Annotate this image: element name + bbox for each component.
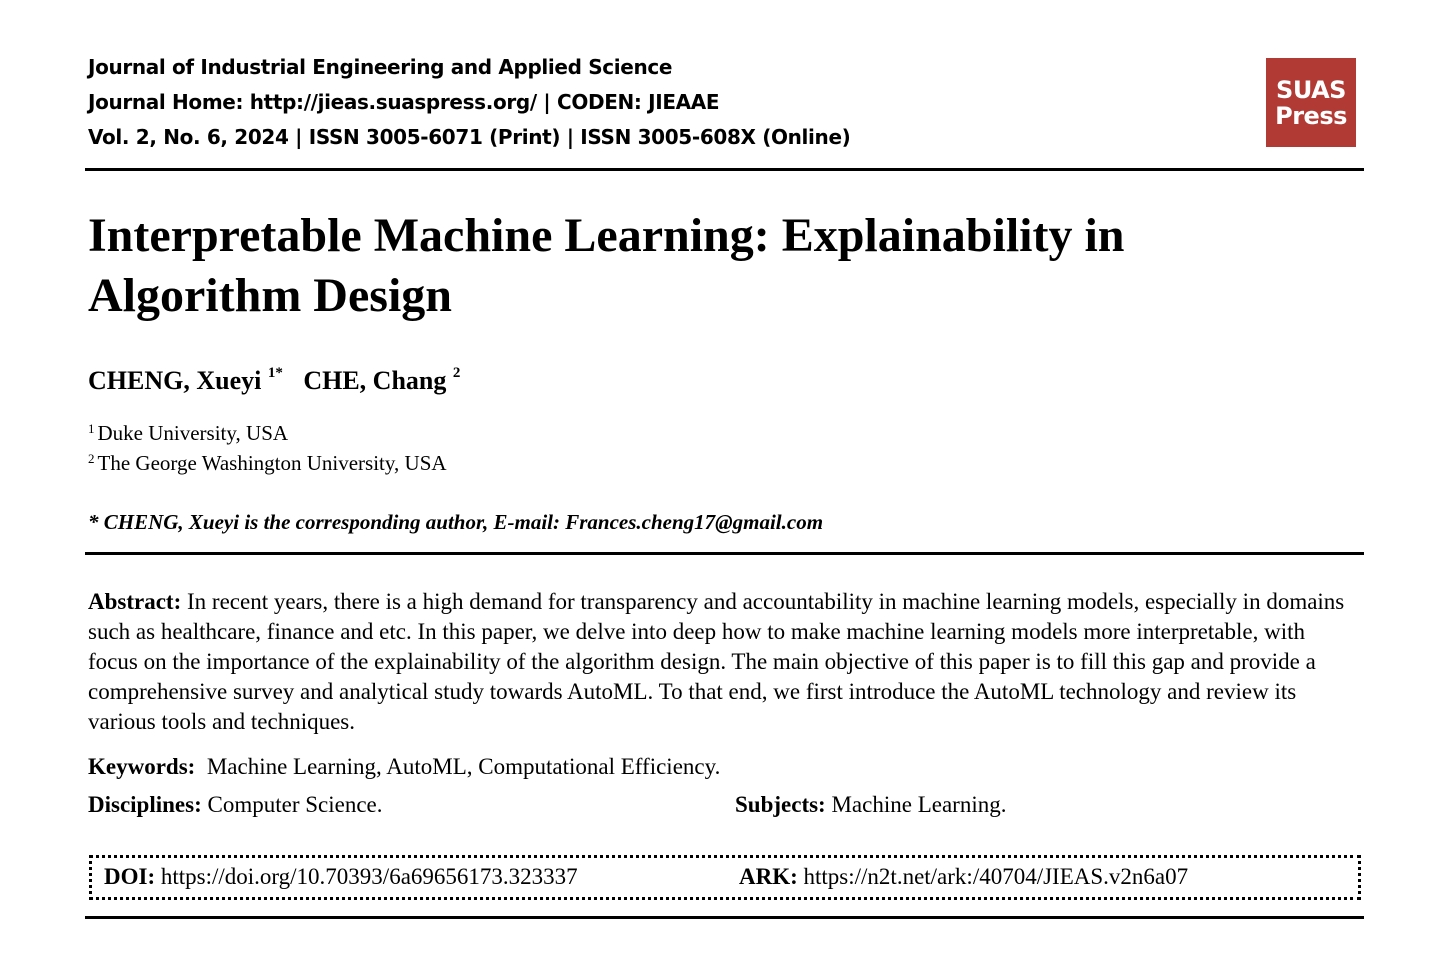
affiliation-1-text: Duke University, USA xyxy=(97,421,289,445)
disciplines xyxy=(88,790,383,820)
logo-line-1: SUAS xyxy=(1276,75,1346,104)
suas-press-logo xyxy=(1266,58,1356,147)
disciplines-text: Computer Science. xyxy=(207,792,383,817)
author-list xyxy=(88,364,460,398)
abstract-text: In recent years, there is a high demand for transparency and accountability in machine learning models, especially in domains such as healthcare, finance and etc. In this paper, we delve into deep how to make machine learning models more interpretable, with focus on the importance of the explainability of the algorithm design. The main objective of this paper is to fill this gap and provide a comprehensive survey and analytical study towards AutoML. To that end, we first introduce the AutoML technology and review its various tools and techniques. xyxy=(88,589,1345,734)
journal-issue-line: Vol. 2, No. 6, 2024 | ISSN 3005-6071 (Print) | ISSN 3005-608X (Online) xyxy=(88,125,851,149)
author-1-sup: 1* xyxy=(267,365,283,381)
affiliation-2-text: The George Washington University, USA xyxy=(97,451,447,475)
keywords-label: Keywords: xyxy=(88,754,196,779)
bottom-divider xyxy=(85,916,1364,919)
ark xyxy=(739,862,1188,892)
keywords xyxy=(88,752,720,782)
subjects-text: Machine Learning. xyxy=(831,792,1007,817)
affiliation-1-sup: 1 xyxy=(88,421,95,436)
keywords-text: Machine Learning, AutoML, Computational Efficiency. xyxy=(206,754,721,779)
ark-link[interactable]: https://n2t.net/ark:/40704/JIEAS.v2n6a07 xyxy=(803,864,1189,889)
ark-label: ARK: xyxy=(739,864,798,889)
identifier-box xyxy=(89,855,1361,900)
author-divider xyxy=(85,552,1364,555)
journal-name: Journal of Industrial Engineering and Applied Science xyxy=(88,55,673,79)
affiliation-2-sup: 2 xyxy=(88,451,95,466)
journal-header xyxy=(88,50,1208,155)
affiliation-2 xyxy=(88,448,447,478)
doi-link[interactable]: https://doi.org/10.70393/6a69656173.323337 xyxy=(160,864,578,889)
abstract xyxy=(88,587,1358,737)
doi xyxy=(104,862,578,892)
corresponding-author-note[interactable]: * CHENG, Xueyi is the corresponding author, E-mail: Frances.cheng17@gmail.com xyxy=(88,510,824,534)
header-divider xyxy=(85,168,1364,171)
subjects-label: Subjects: xyxy=(735,792,826,817)
abstract-label: Abstract: xyxy=(88,589,182,614)
journal-home-line[interactable]: Journal Home: http://jieas.suaspress.org/ | CODEN: JIEAAE xyxy=(88,90,720,114)
subjects xyxy=(735,790,1006,820)
logo-line-2: Press xyxy=(1275,101,1347,130)
affiliation-1 xyxy=(88,418,447,448)
author-2-name: CHE, Chang xyxy=(303,366,447,395)
affiliation-list xyxy=(88,418,447,478)
author-1-name: CHENG, Xueyi xyxy=(88,366,262,395)
author-1 xyxy=(88,366,283,395)
author-2 xyxy=(303,366,460,395)
paper-title: Interpretable Machine Learning: Explainability in Algorithm Design xyxy=(88,209,1125,322)
disciplines-label: Disciplines: xyxy=(88,792,202,817)
author-2-sup: 2 xyxy=(452,365,461,381)
doi-label: DOI: xyxy=(104,864,156,889)
